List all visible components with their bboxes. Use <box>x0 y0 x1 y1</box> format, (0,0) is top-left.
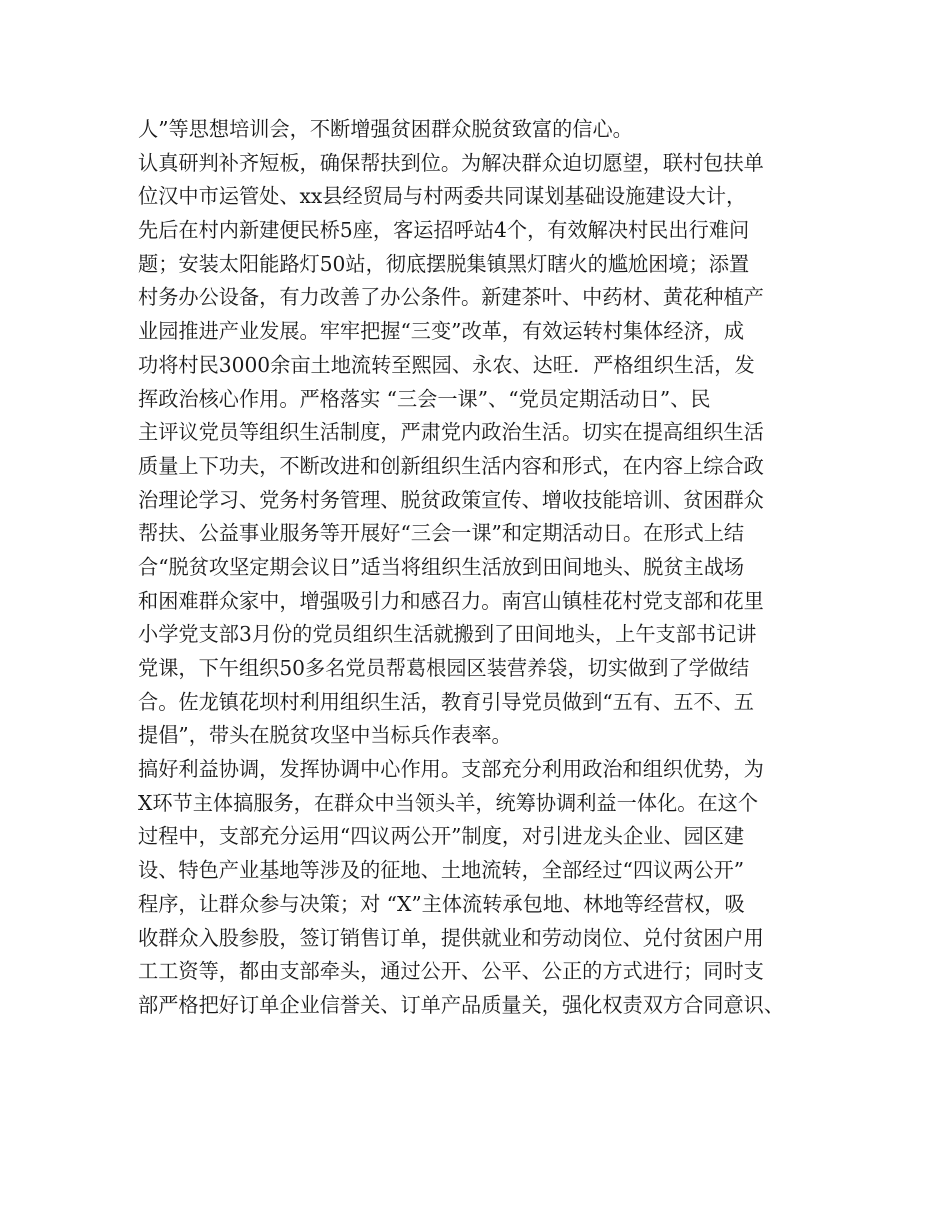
text-line: 合。佐龙镇花坝村利用组织生活，教育引导党员做到“五有、五不、五 <box>138 689 754 714</box>
text-line: 认真研判补齐短板，确保帮扶到位。为解决群众迫切愿望，联村包扶单 <box>138 150 764 175</box>
text-line: 搞好利益协调，发挥协调中心作用。支部充分利用政治和组织优势，为 <box>138 757 764 782</box>
text-line: 功将村民3000余亩土地流转至熙园、永农、达旺．严格组织生活，发 <box>138 352 755 377</box>
text-line: 和困难群众家中，增强吸引力和感召力。南宫山镇桂花村党支部和花里 <box>138 588 764 613</box>
text-line: 业园推进产业发展。牢牢把握“三变”改革，有效运转村集体经济，成 <box>138 319 745 344</box>
text-line: 小学党支部3月份的党员组织生活就搬到了田间地头，上午支部书记讲 <box>138 622 757 647</box>
text-line: 质量上下功夫，不断改进和创新组织生活内容和形式，在内容上综合政 <box>138 453 764 478</box>
text-line: 程序，让群众参与决策；对 “X”主体流转承包地、林地等经营权，吸 <box>138 891 745 916</box>
text-line: 治理论学习、党务村务管理、脱贫政策宣传、增收技能培训、贫困群众 <box>138 487 764 512</box>
text-line: X环节主体搞服务，在群众中当领头羊，统筹协调利益一体化。在这个 <box>138 790 759 815</box>
text-line: 党课，下午组织50多名党员帮葛根园区装营养袋，切实做到了学做结 <box>138 656 750 680</box>
body-text <box>138 113 838 1023</box>
text-line: 位汉中市运管处、xx县经贸局与村两委共同谋划基础设施建设大计， <box>138 184 747 209</box>
text-line: 设、特色产业基地等涉及的征地、土地流转，全部经过“四议两公开” <box>138 858 745 883</box>
text-line: 村务办公设备，有力改善了办公条件。新建茶叶、中药材、黄花种植产 <box>138 285 764 310</box>
text-line: 帮扶、公益事业服务等开展好“三会一课”和定期活动日。在形式上结 <box>138 521 745 546</box>
text-line: 先后在村内新建便民桥5座，客运招呼站4个，有效解决村民出行难问 <box>138 218 750 243</box>
text-line: 挥政治核心作用。严格落实 “三会一课”、“党员定期活动日”、民 <box>138 386 711 411</box>
text-line: 合“脱贫攻坚定期会议日”适当将组织生活放到田间地头、脱贫主战场 <box>138 554 745 579</box>
text-line: 主评议党员等组织生活制度，严肃党内政治生活。切实在提高组织生活 <box>138 420 764 445</box>
text-line: 过程中，支部充分运用“四议两公开”制度，对引进龙头企业、园区建 <box>138 824 745 849</box>
text-line: 人”等思想培训会，不断增强贫困群众脱贫致富的信心。 <box>138 117 633 141</box>
text-line: 题；安装太阳能路灯50站，彻底摆脱集镇黑灯瞎火的尴尬困境；添置 <box>138 251 750 276</box>
text-line: 提倡”，带头在脱贫攻坚中当标兵作表率。 <box>138 723 512 748</box>
text-line: 工工资等，都由支部牵头，通过公开、公平、公正的方式进行；同时支 <box>138 959 764 984</box>
text-line: 收群众入股参股，签订销售订单，提供就业和劳动岗位、兑付贫困户用 <box>138 925 764 950</box>
text-line: 部严格把好订单企业信誉关、订单产品质量关，强化权责双方合同意识、 <box>138 992 785 1017</box>
